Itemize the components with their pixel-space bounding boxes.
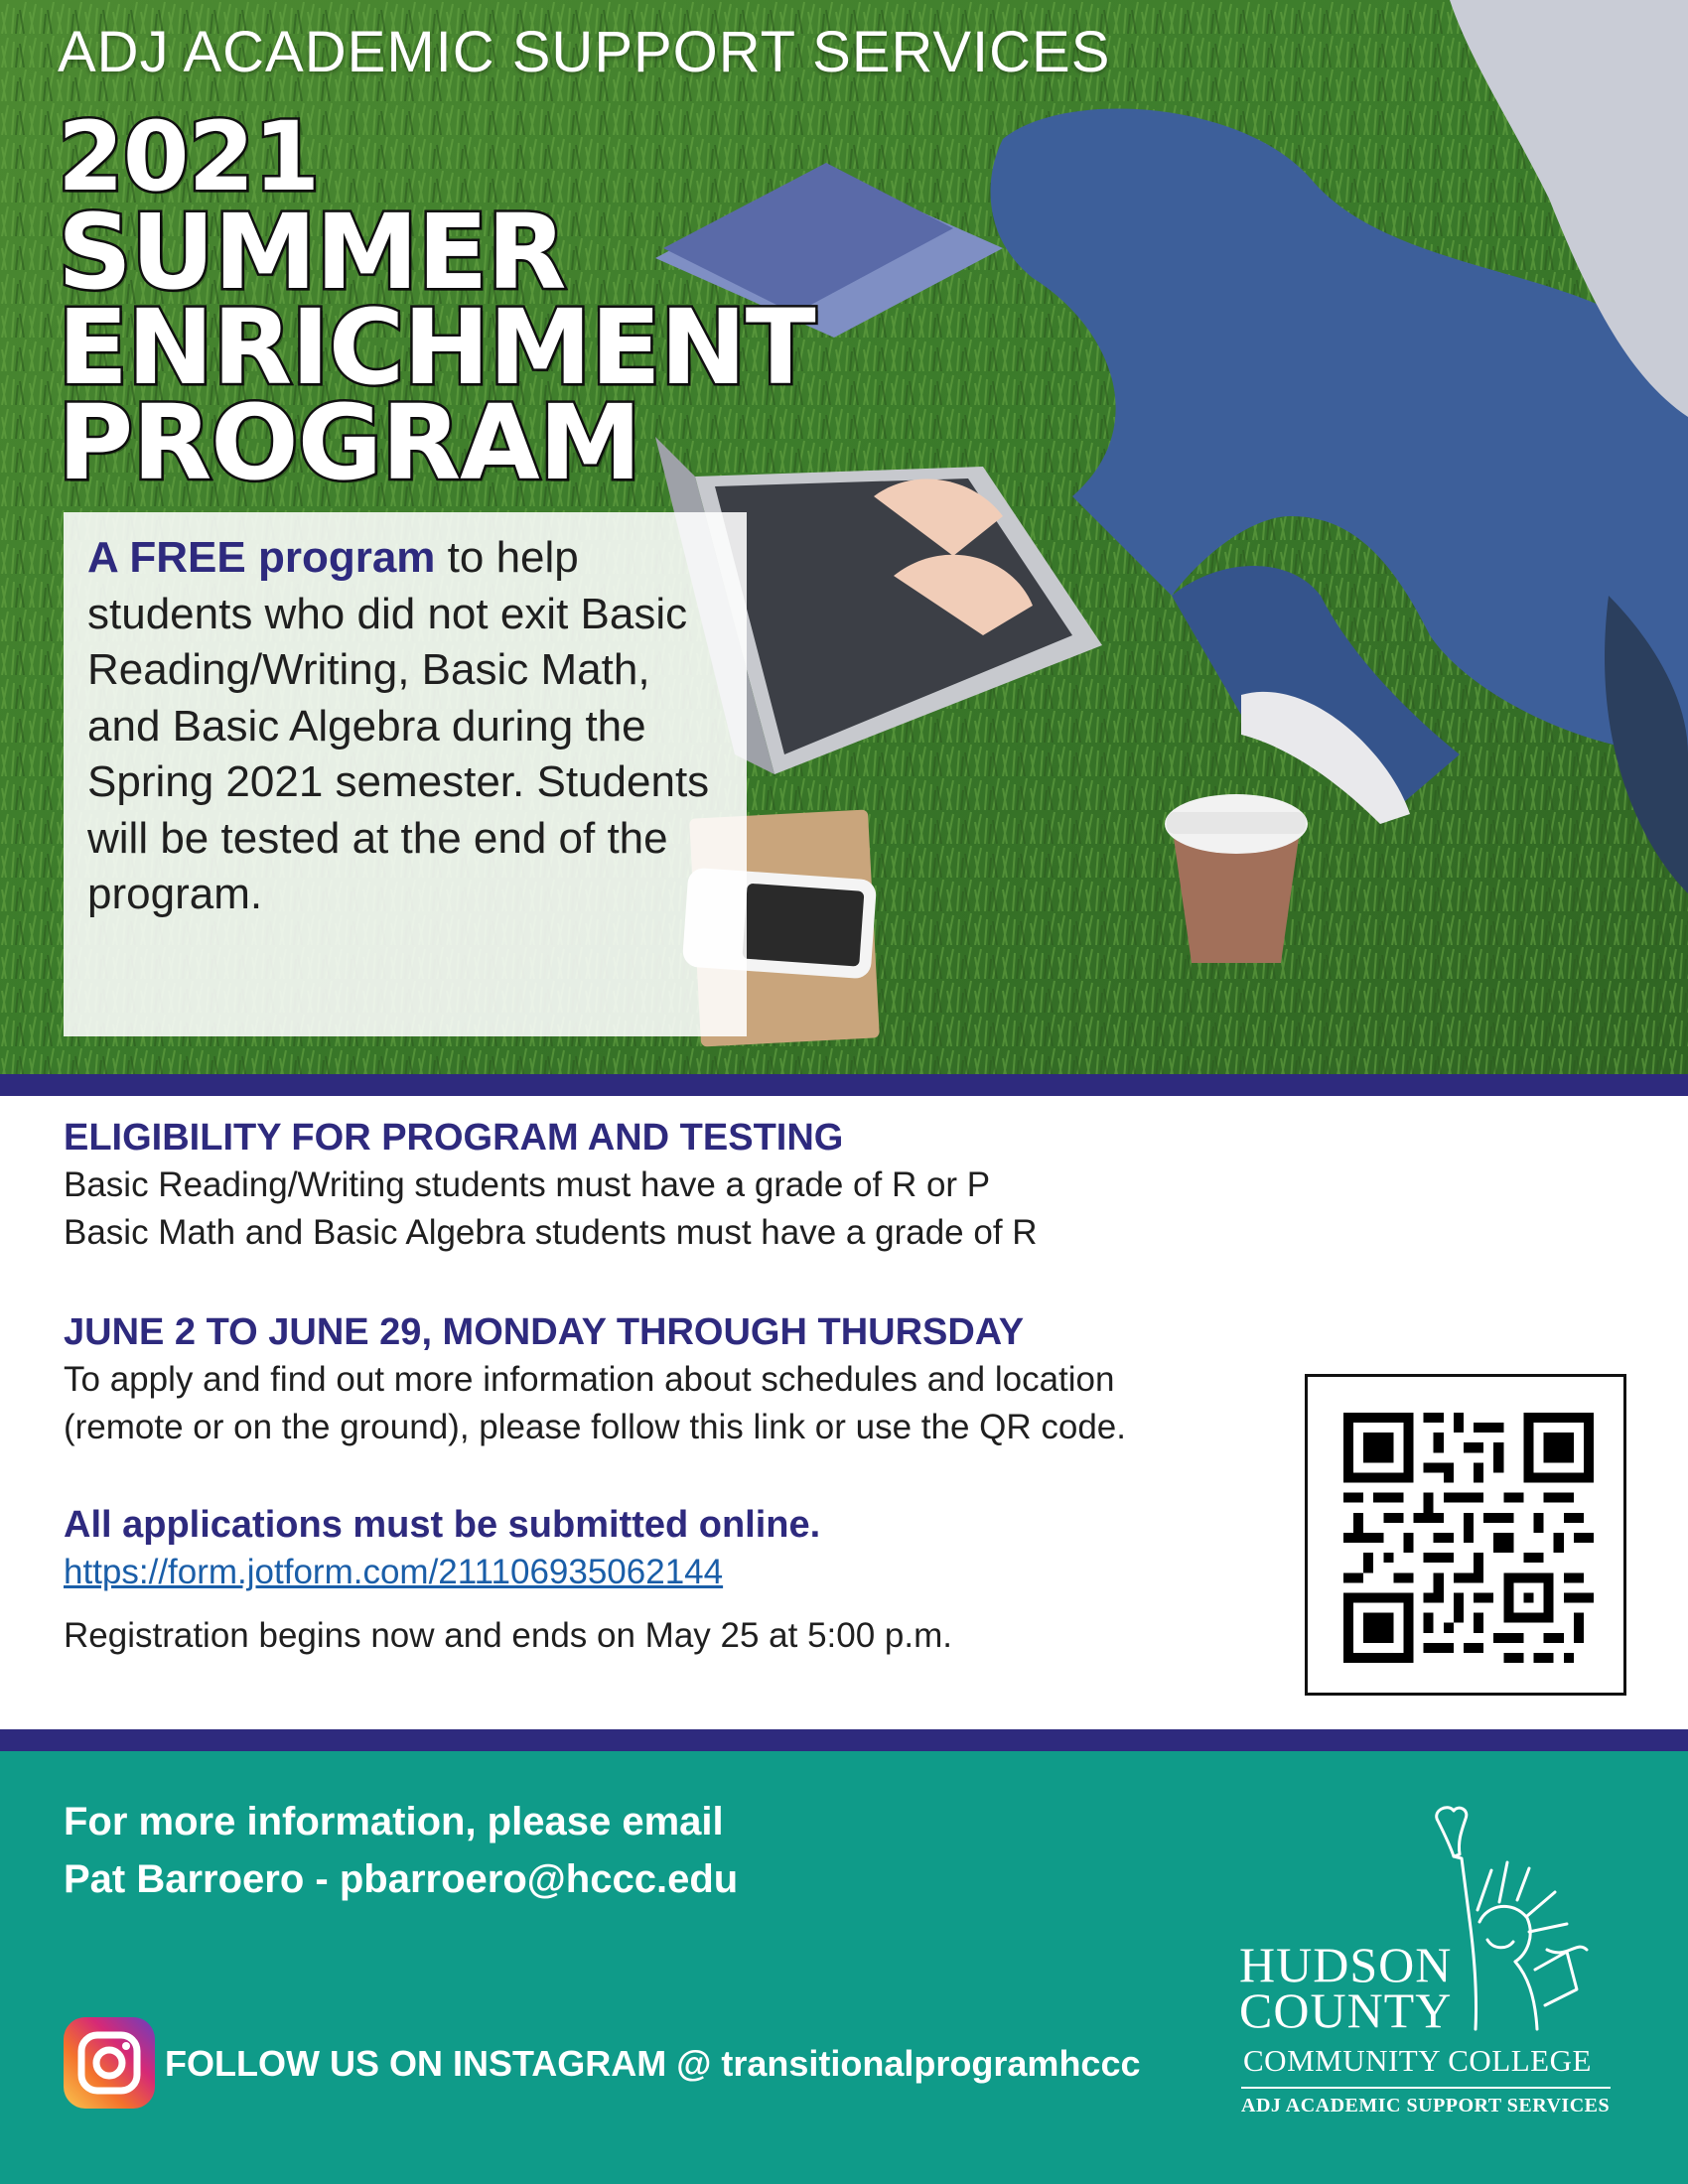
title-line-year: 2021 xyxy=(58,101,320,212)
qr-code[interactable] xyxy=(1305,1374,1626,1696)
logo-line-college: COMMUNITY COLLEGE xyxy=(1243,2043,1592,2078)
divider-top xyxy=(0,1074,1688,1096)
divider-bottom xyxy=(0,1729,1688,1751)
application-link[interactable]: https://form.jotform.com/211106935062144 xyxy=(64,1553,724,1591)
intro-highlight: A FREE program xyxy=(87,533,436,582)
dates-heading: JUNE 2 TO JUNE 29, MONDAY THROUGH THURSDAY xyxy=(64,1311,1025,1353)
title-line-program: PROGRAM xyxy=(58,382,641,503)
dates-line: (remote or on the ground), please follow this link or use the QR code. xyxy=(64,1408,1126,1446)
contact-email[interactable]: Pat Barroero - pbarroero@hccc.edu xyxy=(64,1857,739,1901)
hero-banner xyxy=(0,0,1688,1074)
qr-code-icon xyxy=(1343,1413,1594,1663)
logo-line-services: ADJ ACADEMIC SUPPORT SERVICES xyxy=(1241,2095,1611,2116)
instagram-follow-text[interactable]: FOLLOW US ON INSTAGRAM @ transitionalprogramhccc xyxy=(165,2043,1141,2084)
organization-label: ADJ ACADEMIC SUPPORT SERVICES xyxy=(58,20,1111,84)
logo-divider xyxy=(1241,2087,1611,2089)
contact-info xyxy=(64,1793,738,1908)
apply-heading: All applications must be submitted online. xyxy=(64,1504,821,1546)
intro-paragraph xyxy=(87,530,725,923)
eligibility-line: Basic Math and Basic Algebra students must have a grade of R xyxy=(64,1213,1038,1252)
title-line-summer: SUMMER xyxy=(58,192,566,313)
logo-line-county: COUNTY xyxy=(1239,1982,1453,2038)
intro-box xyxy=(64,512,747,1036)
dates-section xyxy=(64,1308,1126,1451)
program-title xyxy=(58,101,815,503)
apply-section xyxy=(64,1501,952,1660)
eligibility-line: Basic Reading/Writing students must have a grade of R or P xyxy=(64,1165,991,1204)
eligibility-section xyxy=(64,1114,1038,1257)
contact-line: For more information, please email xyxy=(64,1800,724,1843)
eligibility-heading: ELIGIBILITY FOR PROGRAM AND TESTING xyxy=(64,1117,844,1159)
footer xyxy=(0,1751,1688,2184)
intro-text: to help students who did not exit Basic Reading/Writing, Basic Math, and Basic Algebra during the Spring 2021 semester. Students will be tested at the end of the program. xyxy=(87,533,710,918)
dates-line: To apply and find out more information about schedules and location xyxy=(64,1360,1115,1399)
title-line-enrichment: ENRICHMENT xyxy=(58,287,815,408)
college-logo xyxy=(1239,1801,1617,2138)
logo-line-hudson: HUDSON xyxy=(1239,1937,1453,1992)
registration-note: Registration begins now and ends on May 25 at 5:00 p.m. xyxy=(64,1616,952,1655)
instagram-icon[interactable] xyxy=(64,2017,155,2109)
